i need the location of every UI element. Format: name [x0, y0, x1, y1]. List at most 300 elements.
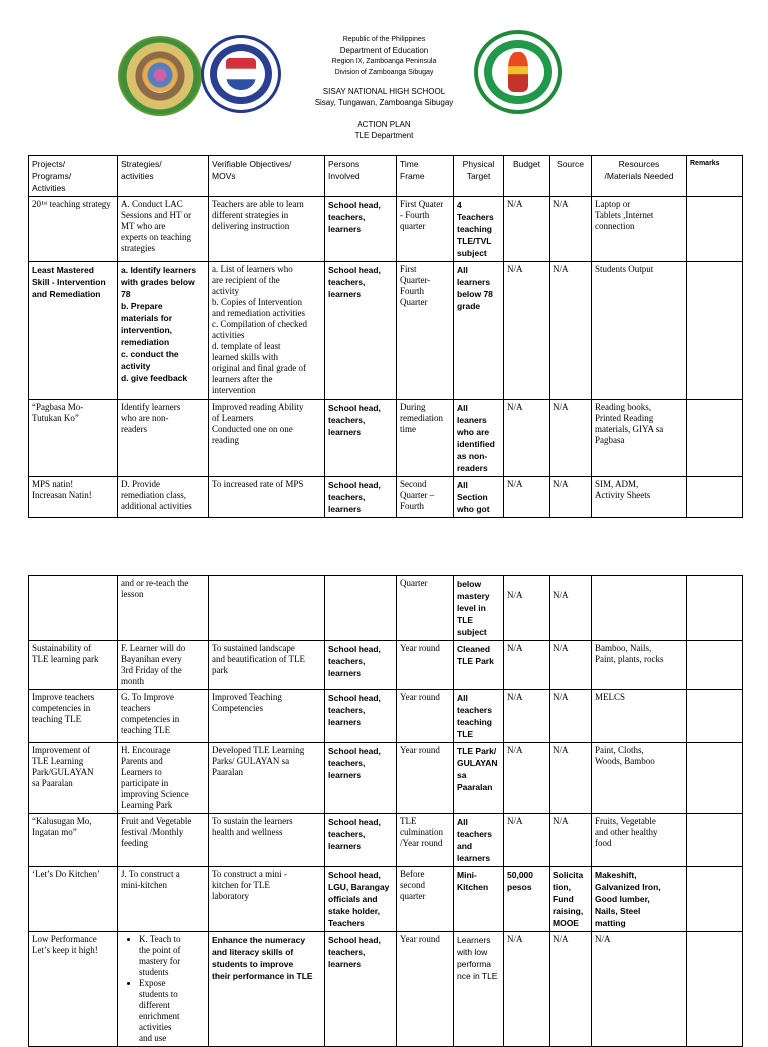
- cell-line: Tutukan Ko”: [32, 413, 79, 423]
- cell-line: activities: [139, 1022, 172, 1032]
- cell-line: Let’s keep it high!: [32, 945, 98, 955]
- cell-physical-target: [454, 477, 504, 518]
- cell-source: [550, 641, 592, 690]
- cell-line: To increased rate of MPS: [212, 479, 304, 489]
- cell-strategy: [118, 814, 209, 867]
- cell-line: F. Learner will do: [121, 643, 186, 653]
- cell-line: second: [400, 880, 425, 890]
- cell-line: TLE Park/: [457, 746, 497, 756]
- cell-line: are recipient of the: [212, 275, 280, 285]
- cell-line: Physical: [462, 159, 495, 169]
- cell-line: Section: [457, 492, 488, 502]
- cell-line: teachers,: [328, 415, 366, 425]
- cell-persons: [325, 477, 397, 518]
- cell-line: of Learners: [212, 413, 254, 423]
- cell-remarks: [687, 641, 743, 690]
- cell-time-frame: [397, 743, 454, 814]
- cell-line: Activity Sheets: [595, 490, 651, 500]
- cell-line: lesson: [121, 589, 144, 599]
- cell-resources: [592, 867, 687, 932]
- cell-line: N/A: [507, 692, 523, 702]
- cell-line: learners: [328, 668, 362, 678]
- cell-line: N/A: [553, 590, 569, 600]
- cell-line: Parks/ GULAYAN sa: [212, 756, 290, 766]
- cell-physical-target: [454, 932, 504, 1047]
- cell-line: Involved: [328, 171, 360, 181]
- cell-line: below 78: [457, 289, 493, 299]
- cell-source: [550, 690, 592, 743]
- cell-line: Year round: [400, 643, 440, 653]
- department-text: Department of Education: [339, 46, 429, 55]
- action-plan-table-part-1: [28, 155, 743, 518]
- cell-line: Bayanihan every: [121, 654, 182, 664]
- cell-line: b. Prepare: [121, 301, 163, 311]
- cell-physical-target: [454, 576, 504, 641]
- cell-line: a. List of learners who: [212, 264, 293, 274]
- cell-project: [29, 576, 118, 641]
- cell-time-frame: [397, 262, 454, 400]
- cell-line: learners: [328, 959, 362, 969]
- cell-line: N/A: [507, 264, 523, 274]
- cell-remarks: [687, 477, 743, 518]
- cell-line: materials, GIYA sa: [595, 424, 664, 434]
- cell-resources: [592, 743, 687, 814]
- cell-line: subject: [457, 627, 487, 637]
- cell-line: activity: [121, 361, 151, 371]
- cell-budget: [504, 690, 550, 743]
- cell-line: learned skills with: [212, 352, 278, 362]
- cell-line: Skill - Intervention: [32, 277, 106, 287]
- cell-line: N/A: [553, 643, 569, 653]
- cell-line: teaching TLE: [121, 725, 171, 735]
- cell-line: Reading books,: [595, 402, 651, 412]
- cell-budget: [504, 262, 550, 400]
- cell-line: tion,: [553, 882, 571, 892]
- column-header-strategies: [118, 156, 209, 197]
- cell-line: All: [457, 480, 468, 490]
- document-page-2: [0, 548, 768, 1043]
- cell-source: [550, 867, 592, 932]
- cell-line: Paint, Cloths,: [595, 745, 644, 755]
- cell-remarks: [687, 743, 743, 814]
- cell-line: Teachers are able to learn: [212, 199, 304, 209]
- cell-line: learners: [457, 277, 491, 287]
- cell-line: MPS natin!: [32, 479, 74, 489]
- cell-line: N/A: [553, 816, 569, 826]
- cell-line: Budget: [513, 159, 540, 169]
- cell-line: N/A: [507, 745, 523, 755]
- cell-line: N/A: [553, 199, 569, 209]
- cell-line: Sustainability of: [32, 643, 92, 653]
- cell-line: N/A: [553, 402, 569, 412]
- cell-strategy: [118, 932, 209, 1047]
- cell-budget: [504, 400, 550, 477]
- cell-line: festival /Monthly: [121, 827, 184, 837]
- table-row: [29, 690, 743, 743]
- column-header-time-frame: [397, 156, 454, 197]
- cell-line: School head,: [328, 200, 381, 210]
- table-row: [29, 743, 743, 814]
- cell-line: students: [139, 967, 169, 977]
- cell-strategy: [118, 743, 209, 814]
- cell-line: health and wellness: [212, 827, 283, 837]
- cell-line: Activities: [32, 183, 66, 193]
- cell-line: N/A: [553, 745, 569, 755]
- cell-line: School head,: [328, 480, 381, 490]
- cell-line: b. Copies of Intervention: [212, 297, 302, 307]
- cell-line: Mini-: [457, 870, 477, 880]
- cell-line: with low: [457, 947, 488, 957]
- cell-line: quarter: [400, 891, 426, 901]
- cell-line: reading: [212, 435, 239, 445]
- cell-line: “Kalusugan Mo,: [32, 816, 92, 826]
- cell-remarks: [687, 576, 743, 641]
- cell-line: Parents and: [121, 756, 163, 766]
- cell-project: [29, 814, 118, 867]
- cell-line: All: [457, 403, 468, 413]
- cell-time-frame: [397, 641, 454, 690]
- cell-physical-target: [454, 814, 504, 867]
- cell-line: N/A: [553, 692, 569, 702]
- cell-line: mastery: [457, 591, 490, 601]
- cell-remarks: [687, 262, 743, 400]
- cell-line: To sustain the learners: [212, 816, 293, 826]
- cell-line: Year round: [400, 692, 440, 702]
- table-row: [29, 477, 743, 518]
- cell-line: original and final grade of: [212, 363, 306, 373]
- cell-line: J. To construct a: [121, 869, 180, 879]
- cell-line: MT who are: [121, 221, 166, 231]
- cell-line: 78: [121, 289, 131, 299]
- cell-line: teachers,: [328, 947, 366, 957]
- table-row: [29, 197, 743, 262]
- cell-line: teaching: [457, 224, 492, 234]
- cell-line: different: [139, 1000, 170, 1010]
- cell-line: Cleaned: [457, 644, 491, 654]
- cell-line: School head,: [328, 644, 381, 654]
- cell-line: Fourth: [400, 286, 425, 296]
- cell-objective: [209, 576, 325, 641]
- cell-line: Year round: [400, 745, 440, 755]
- cell-line: grade: [457, 301, 481, 311]
- cell-physical-target: [454, 641, 504, 690]
- cell-line: raising,: [553, 906, 584, 916]
- cell-line: culmination: [400, 827, 443, 837]
- cell-line: N/A: [595, 934, 611, 944]
- table-row: [29, 262, 743, 400]
- cell-source: [550, 743, 592, 814]
- cell-line: TLE/TVL: [457, 236, 492, 246]
- cell-line: learners: [328, 504, 362, 514]
- cell-line: - Fourth: [400, 210, 430, 220]
- cell-line: Nails, Steel: [595, 906, 641, 916]
- cell-line: students to improve: [212, 959, 294, 969]
- cell-line: TLE learning park: [32, 654, 99, 664]
- cell-line: activities: [212, 330, 245, 340]
- cell-line: remediation: [121, 337, 170, 347]
- cell-budget: [504, 641, 550, 690]
- column-header-resources: [592, 156, 687, 197]
- cell-line: connection: [595, 221, 635, 231]
- cell-remarks: [687, 932, 743, 1047]
- cell-line: learners: [328, 289, 362, 299]
- cell-budget: [504, 867, 550, 932]
- strategy-bullet-item: [139, 978, 205, 1044]
- cell-line: time: [400, 424, 416, 434]
- cell-line: Improvement of: [32, 745, 91, 755]
- letterhead: [284, 34, 484, 141]
- cell-line: First Quater: [400, 199, 444, 209]
- cell-line: who are non-: [121, 413, 169, 423]
- cell-line: Quarter: [400, 578, 428, 588]
- cell-resources: [592, 641, 687, 690]
- cell-line: nce in TLE: [457, 971, 498, 981]
- cell-line: Before: [400, 869, 425, 879]
- cell-line: strategies: [121, 243, 155, 253]
- cell-resources: [592, 690, 687, 743]
- cell-source: [550, 814, 592, 867]
- cell-source: [550, 477, 592, 518]
- cell-strategy: [118, 197, 209, 262]
- cell-line: Paaralan: [212, 767, 243, 777]
- cell-line: who are: [457, 427, 490, 437]
- cell-line: participate in: [121, 778, 169, 788]
- column-header-persons: [325, 156, 397, 197]
- cell-line: Learners: [457, 935, 491, 945]
- cell-budget: [504, 932, 550, 1047]
- table-row: [29, 814, 743, 867]
- cell-persons: [325, 197, 397, 262]
- cell-line: teachers: [457, 705, 492, 715]
- cell-line: intervention,: [121, 325, 173, 335]
- cell-line: Paint, plants, rocks: [595, 654, 664, 664]
- cell-line: Conducted one on one: [212, 424, 293, 434]
- cell-line: ‘Let’s Do Kitchen’: [32, 869, 100, 879]
- cell-objective: [209, 743, 325, 814]
- cell-line: teaching: [457, 717, 492, 727]
- cell-line: School head,: [328, 817, 381, 827]
- cell-line: Teachers: [457, 212, 494, 222]
- cell-line: and literacy skills of: [212, 947, 294, 957]
- cell-line: Kitchen: [457, 882, 489, 892]
- division-text: Division of Zamboanga Sibugay: [334, 69, 434, 76]
- cell-line: sa: [457, 770, 467, 780]
- cell-line: and other healthy: [595, 827, 658, 837]
- cell-objective: [209, 932, 325, 1047]
- cell-project: [29, 400, 118, 477]
- cell-line: To construct a mini -: [212, 869, 287, 879]
- table-header-row: [29, 156, 743, 197]
- cell-line: D. Provide: [121, 479, 160, 489]
- cell-line: TLE: [400, 816, 417, 826]
- cell-objective: [209, 197, 325, 262]
- cell-resources: [592, 576, 687, 641]
- cell-line: and use: [139, 1033, 167, 1043]
- cell-line: 50,000 pesos: [507, 870, 533, 892]
- cell-project: [29, 641, 118, 690]
- cell-line: H. Encourage: [121, 745, 171, 755]
- cell-objective: [209, 867, 325, 932]
- cell-line: learners: [328, 224, 362, 234]
- cell-line: stake holder,: [328, 906, 380, 916]
- cell-line: MELCS: [595, 692, 626, 702]
- cell-line: and remediation activities: [212, 308, 305, 318]
- cell-line: students to: [139, 989, 178, 999]
- cell-line: 20¹ˢᵗ teaching strategy: [32, 199, 111, 209]
- cell-line: Printed Reading: [595, 413, 654, 423]
- cell-line: N/A: [553, 934, 569, 944]
- cell-line: learners: [328, 770, 362, 780]
- cell-source: [550, 576, 592, 641]
- cell-line: their performance in TLE: [212, 971, 313, 981]
- cell-line: teachers: [121, 703, 151, 713]
- cell-line: laboratory: [212, 891, 249, 901]
- table-row: [29, 576, 743, 641]
- column-header-objectives: [209, 156, 325, 197]
- cell-time-frame: [397, 477, 454, 518]
- cell-line: Fourth: [400, 501, 425, 511]
- cell-line: A. Conduct LAC: [121, 199, 183, 209]
- cell-line: School head,: [328, 693, 381, 703]
- cell-line: N/A: [553, 264, 569, 274]
- department-name: TLE Department: [354, 131, 414, 140]
- cell-line: Sessions and HT or: [121, 210, 192, 220]
- cell-line: learners: [457, 853, 491, 863]
- cell-line: Improved reading Ability: [212, 402, 304, 412]
- cell-line: Fruit and Vegetable: [121, 816, 192, 826]
- cell-line: intervention: [212, 385, 256, 395]
- cell-line: feeding: [121, 838, 148, 848]
- cell-physical-target: [454, 197, 504, 262]
- cell-line: Quarter –: [400, 490, 435, 500]
- cell-line: leaners: [457, 415, 487, 425]
- cell-line: Fund: [553, 894, 574, 904]
- cell-line: experts on teaching: [121, 232, 191, 242]
- cell-line: /Materials Needed: [604, 171, 674, 181]
- cell-line: Increasan Natin!: [32, 490, 92, 500]
- cell-line: Improve teachers: [32, 692, 95, 702]
- cell-physical-target: [454, 400, 504, 477]
- cell-line: a. Identify learners: [121, 265, 197, 275]
- cell-objective: [209, 477, 325, 518]
- cell-line: Woods, Bamboo: [595, 756, 655, 766]
- cell-line: different strategies in: [212, 210, 289, 220]
- cell-line: month: [121, 676, 145, 686]
- cell-line: teaching TLE: [32, 714, 82, 724]
- cell-project: [29, 932, 118, 1047]
- cell-remarks: [687, 400, 743, 477]
- cell-line: remediation: [400, 413, 443, 423]
- cell-line: kitchen for TLE: [212, 880, 270, 890]
- cell-line: mini-kitchen: [121, 880, 167, 890]
- cell-line: delivering instruction: [212, 221, 290, 231]
- cell-line: learners: [328, 427, 362, 437]
- cell-line: Least Mastered: [32, 265, 94, 275]
- cell-line: N/A: [553, 479, 569, 489]
- deped-kagawaran-seal-icon: [201, 35, 281, 113]
- cell-line: and: [457, 841, 473, 851]
- cell-persons: [325, 262, 397, 400]
- cell-line: and Remediation: [32, 289, 101, 299]
- cell-line: TLE Park: [457, 656, 494, 666]
- cell-line: teachers,: [328, 212, 366, 222]
- cell-project: [29, 743, 118, 814]
- cell-line: readers: [457, 463, 488, 473]
- cell-line: park: [212, 665, 228, 675]
- cell-line: Year round: [400, 934, 440, 944]
- cell-persons: [325, 690, 397, 743]
- cell-line: MOVs: [212, 171, 236, 181]
- cell-strategy: [118, 477, 209, 518]
- table-row: [29, 641, 743, 690]
- republic-text: Republic of the Philippines: [342, 36, 426, 43]
- cell-resources: [592, 262, 687, 400]
- cell-line: N/A: [507, 934, 523, 944]
- cell-line: with grades below: [121, 277, 195, 287]
- cell-line: Tablets ,Internet: [595, 210, 654, 220]
- cell-line: /Year round: [400, 838, 443, 848]
- cell-line: c. conduct the: [121, 349, 179, 359]
- cell-line: Solicita: [553, 870, 584, 880]
- cell-line: and beautification of TLE: [212, 654, 306, 664]
- cell-line: Projects/: [32, 159, 66, 169]
- deped-division-seal-icon: [474, 30, 562, 114]
- cell-line: All: [457, 265, 468, 275]
- cell-line: N/A: [507, 643, 523, 653]
- cell-line: below: [457, 579, 482, 589]
- cell-source: [550, 197, 592, 262]
- cell-line: “Pagbasa Mo-: [32, 402, 84, 412]
- plan-title: ACTION PLAN: [357, 120, 411, 129]
- cell-physical-target: [454, 743, 504, 814]
- cell-line: c. Compilation of checked: [212, 319, 307, 329]
- cell-line: 4: [457, 200, 462, 210]
- cell-line: TLE: [457, 729, 474, 739]
- cell-line: All: [457, 817, 468, 827]
- cell-line: readers: [121, 424, 147, 434]
- cell-time-frame: [397, 576, 454, 641]
- cell-strategy: [118, 641, 209, 690]
- cell-line: N/A: [507, 402, 523, 412]
- cell-line: Low Performance: [32, 934, 97, 944]
- cell-line: During: [400, 402, 426, 412]
- cell-resources: [592, 814, 687, 867]
- cell-strategy: [118, 262, 209, 400]
- cell-line: First: [400, 264, 417, 274]
- cell-line: Verifiable Objectives/: [212, 159, 292, 169]
- cell-line: N/A: [507, 590, 523, 600]
- cell-line: G. To Improve: [121, 692, 174, 702]
- cell-line: quarter: [400, 221, 426, 231]
- cell-line: Ingatan mo”: [32, 827, 77, 837]
- cell-line: Quarter-: [400, 275, 431, 285]
- school-seal-icon: [118, 36, 202, 116]
- cell-line: 3rd Friday of the: [121, 665, 182, 675]
- cell-line: Park/GULAYAN: [32, 767, 94, 777]
- table-row: [29, 400, 743, 477]
- cell-resources: [592, 197, 687, 262]
- region-text: Region IX, Zamboanga Peninsula: [331, 58, 437, 65]
- table-row: [29, 867, 743, 932]
- cell-line: as non-: [457, 451, 488, 461]
- cell-time-frame: [397, 867, 454, 932]
- action-plan-table-part-2: [28, 575, 743, 1047]
- column-header-remarks: [687, 156, 743, 197]
- cell-remarks: [687, 814, 743, 867]
- cell-project: [29, 197, 118, 262]
- cell-line: sa Paaralan: [32, 778, 73, 788]
- cell-source: [550, 262, 592, 400]
